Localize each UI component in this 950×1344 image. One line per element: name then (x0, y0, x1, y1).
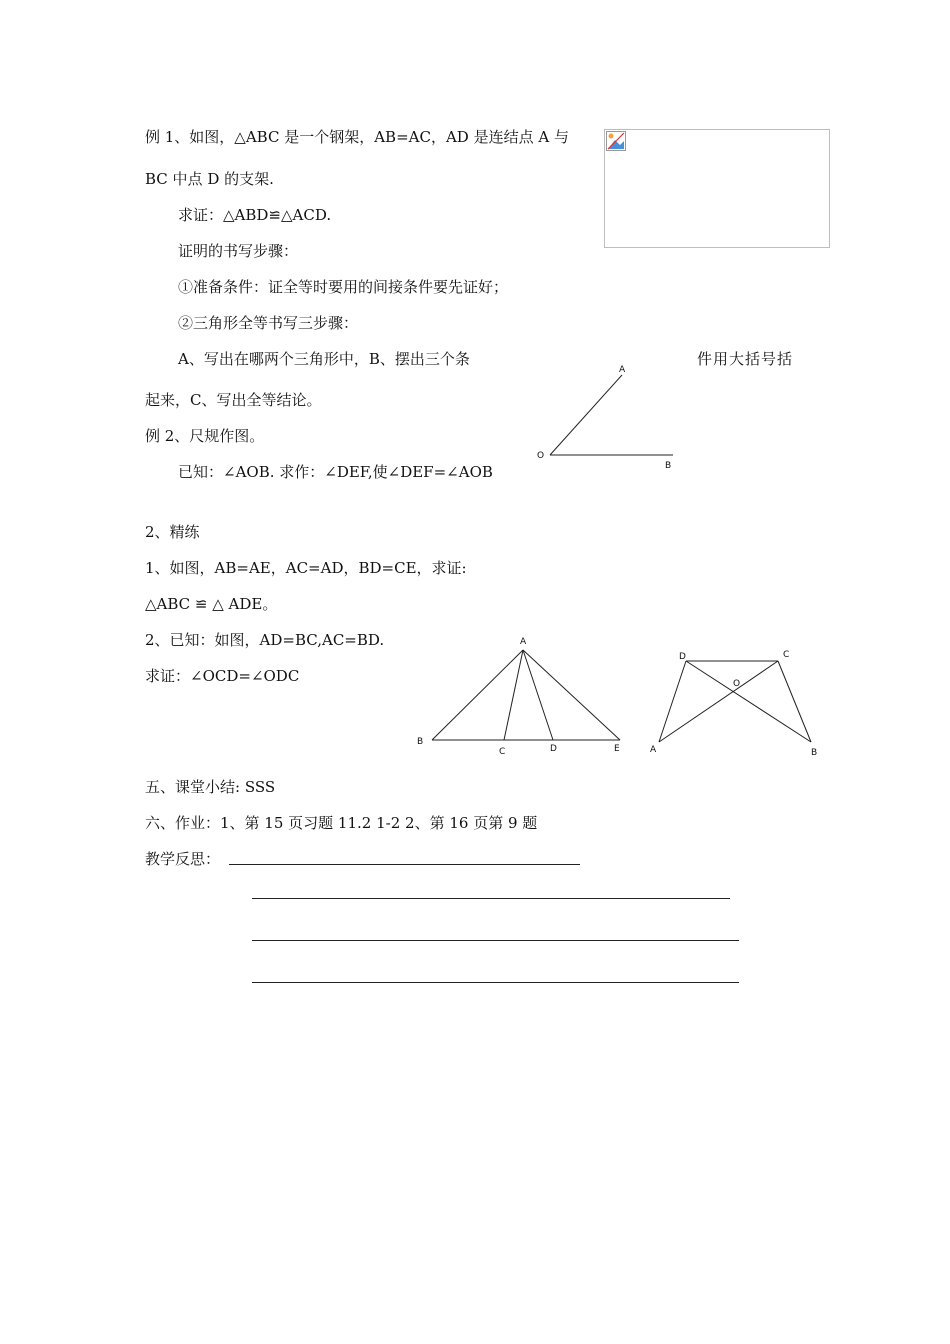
example2-title: 例 2、尺规作图。 (145, 427, 265, 445)
proof-step-1: ①准备条件：证全等时要用的间接条件要先证好； (178, 278, 509, 296)
segment-ac (504, 650, 523, 740)
example1-prove: 求证：△ABD≌△ACD. (178, 206, 332, 224)
proof-steps-title: 证明的书写步骤： (178, 242, 299, 260)
label-d: D (550, 744, 557, 754)
segment-da (659, 661, 686, 742)
practice-q2-prove: 求证：∠OCD=∠ODC (145, 667, 300, 685)
label-a: A (520, 637, 527, 647)
reflection-label: 教学反思： (145, 850, 221, 868)
reflection-blank-line-4 (252, 982, 739, 983)
proof-step-3a: A、写出在哪两个三角形中，B、摆出三个条 (178, 350, 470, 368)
label-b: B (665, 461, 672, 471)
practice-q1: 1、如图，AB=AE，AC=AD，BD=CE，求证: (145, 559, 467, 577)
segment-db (686, 661, 811, 742)
example1-line1: 例 1、如图，△ABC 是一个钢架，AB=AC，AD 是连结点 A 与 (145, 128, 569, 146)
label-c: C (499, 747, 506, 757)
label-o: O (733, 679, 741, 689)
reflection-blank-line-3 (252, 940, 739, 941)
proof-step-3c: 起来，C、写出全等结论。 (145, 391, 322, 409)
label-o: O (537, 451, 545, 461)
reflection-blank-line-2 (252, 898, 730, 899)
proof-step-3b: 件用大括号括 (697, 350, 794, 368)
example2-given: 已知：∠AOB. 求作：∠DEF,使∠DEF=∠AOB (178, 463, 493, 481)
label-a: A (619, 365, 626, 375)
quadrilateral-dcab-figure (645, 645, 830, 763)
practice-heading: 2、精练 (145, 523, 200, 541)
label-b: B (417, 737, 424, 747)
segment-ab (432, 650, 523, 740)
segment-cb (778, 661, 811, 742)
label-d: D (679, 652, 686, 662)
label-c: C (783, 650, 790, 660)
label-e: E (614, 744, 620, 754)
proof-step-2: ②三角形全等书写三步骤： (178, 314, 359, 332)
segment-ac (659, 661, 778, 742)
ray-oa (550, 375, 622, 455)
practice-q2: 2、已知：如图，AD=BC,AC=BD. (145, 631, 385, 649)
reflection-blank-line-1 (229, 864, 580, 865)
practice-q1-conclusion: △ABC ≌ △ ADE。 (145, 595, 278, 613)
class-summary: 五、课堂小结: SSS (145, 778, 276, 796)
broken-image-icon (606, 131, 626, 151)
example1-line2: BC 中点 D 的支架. (145, 170, 274, 188)
label-a: A (650, 745, 657, 755)
angle-aob-figure (530, 362, 690, 474)
image-placeholder (604, 129, 830, 248)
label-b: B (811, 748, 818, 758)
triangle-abcde-figure (410, 630, 630, 758)
homework: 六、作业：1、第 15 页习题 11.2 1-2 2、第 16 页第 9 题 (145, 814, 538, 832)
